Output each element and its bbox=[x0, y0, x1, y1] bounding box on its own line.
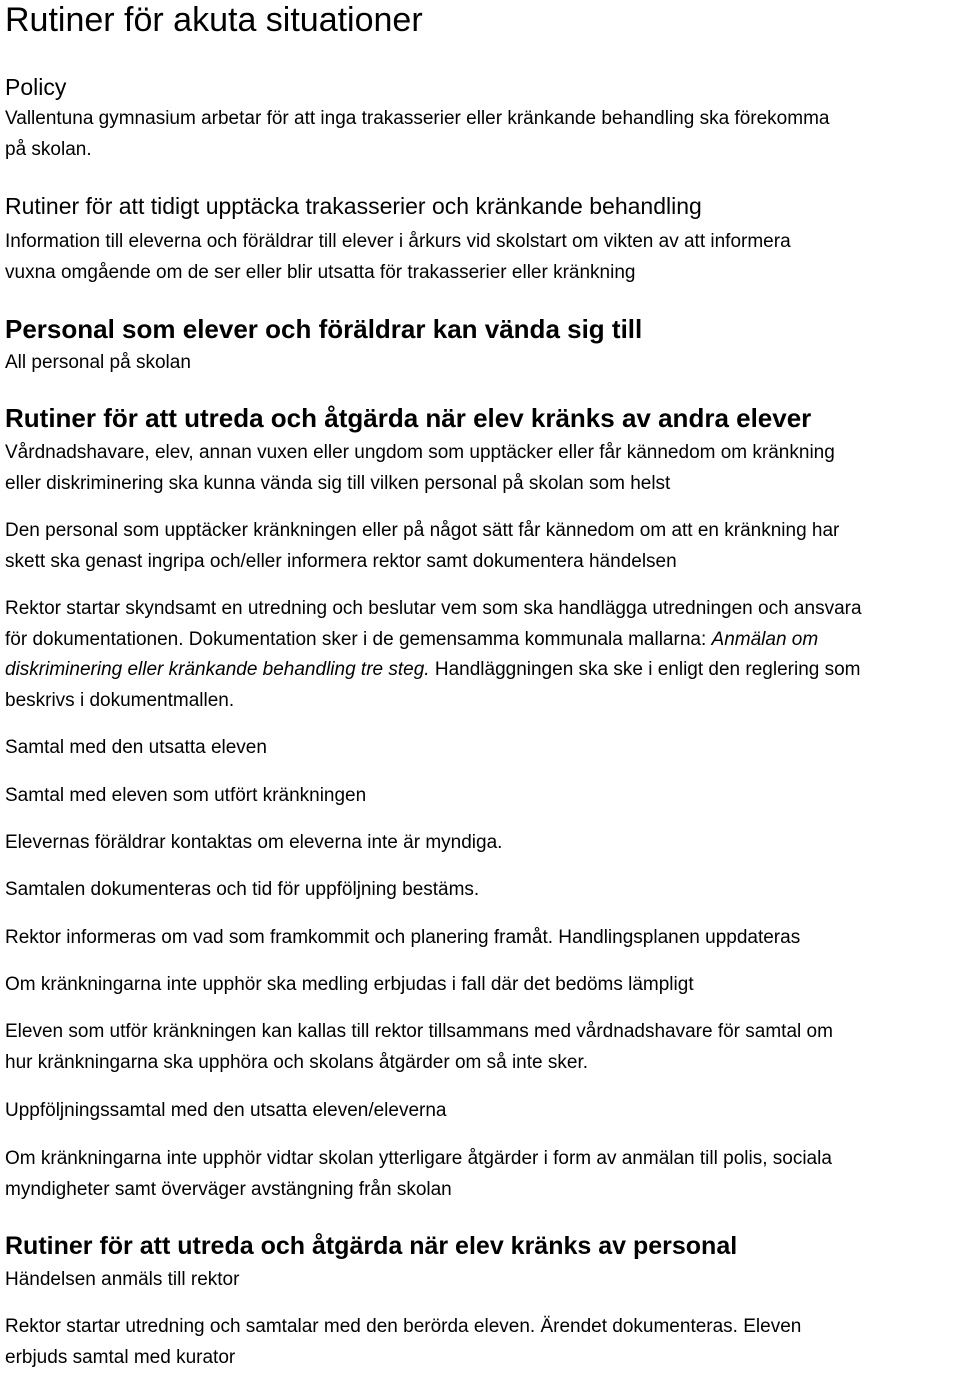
policy-heading: Policy bbox=[5, 74, 67, 100]
text-segment: för dokumentationen. Dokumentation sker i de gemensamma kommunala mallarna: bbox=[5, 628, 712, 650]
text-line: Eleven som utför kränkningen kan kallas till rektor tillsammans med vårdnadshavare för samtal om bbox=[5, 1021, 833, 1042]
student-to-student-heading: Rutiner för att utreda och åtgärda när elev kränks av andra elever bbox=[5, 403, 812, 433]
student-paragraph-7: Samtalen dokumenteras och tid för uppföljning bestäms. bbox=[5, 879, 480, 900]
contact-staff-text: All personal på skolan bbox=[5, 352, 191, 373]
student-paragraph-3 bbox=[5, 594, 862, 716]
text-segment: Handläggningen ska ske i enligt den reglering som bbox=[429, 659, 861, 680]
text-line: Information till eleverna och föräldrar till elever i årkurs vid skolstart om vikten av att informera bbox=[5, 231, 791, 252]
staff-paragraph-2 bbox=[5, 1312, 801, 1373]
early-detection-paragraph bbox=[5, 227, 791, 288]
text-line: Om kränkningarna inte upphör vidtar skolan ytterligare åtgärder i form av anmälan till polis, sociala bbox=[5, 1148, 832, 1169]
student-paragraph-8: Rektor informeras om vad som framkommit och planering framåt. Handlingsplanen uppdateras bbox=[5, 927, 801, 948]
text-line: vuxna omgående om de ser eller blir utsatta för trakasserier eller kränkning bbox=[5, 261, 636, 283]
student-paragraph-2 bbox=[5, 516, 839, 577]
text-line: Vårdnadshavare, elev, annan vuxen eller ungdom som upptäcker eller får kännedom om kränkning bbox=[5, 442, 835, 463]
text-line: skett ska genast ingripa och/eller informera rektor samt dokumentera händelsen bbox=[5, 550, 677, 572]
text-line bbox=[5, 655, 862, 686]
student-paragraph-6: Elevernas föräldrar kontaktas om eleverna inte är myndiga. bbox=[5, 832, 503, 853]
student-paragraph-11: Uppföljningssamtal med den utsatta eleven/eleverna bbox=[5, 1100, 447, 1121]
text-line: på skolan. bbox=[5, 138, 92, 160]
policy-paragraph bbox=[5, 104, 829, 165]
student-paragraph-1 bbox=[5, 438, 835, 499]
text-line: eller diskriminering ska kunna vända sig till vilken personal på skolan som helst bbox=[5, 472, 671, 494]
document-title: Rutiner för akuta situationer bbox=[5, 1, 423, 39]
template-name-italic: diskriminering eller kränkande behandling tre steg. bbox=[5, 659, 430, 680]
early-detection-heading: Rutiner för att tidigt upptäcka trakasserier och kränkande behandling bbox=[5, 193, 702, 219]
contact-staff-heading: Personal som elever och föräldrar kan vända sig till bbox=[5, 314, 643, 344]
student-paragraph-4: Samtal med den utsatta eleven bbox=[5, 737, 267, 758]
template-name-italic: Anmälan om bbox=[711, 628, 819, 650]
student-paragraph-10 bbox=[5, 1017, 833, 1078]
staff-to-student-heading: Rutiner för att utreda och åtgärda när elev kränks av personal bbox=[5, 1232, 738, 1260]
text-line bbox=[5, 625, 862, 656]
text-line: myndigheter samt överväger avstängning från skolan bbox=[5, 1178, 452, 1200]
text-line: hur kränkningarna ska upphöra och skolans åtgärder om så inte sker. bbox=[5, 1051, 588, 1073]
text-line: Vallentuna gymnasium arbetar för att inga trakasserier eller kränkande behandling ska förekomma bbox=[5, 108, 830, 129]
text-line: erbjuds samtal med kurator bbox=[5, 1346, 236, 1368]
student-paragraph-9: Om kränkningarna inte upphör ska medling erbjudas i fall där det bedöms lämpligt bbox=[5, 974, 694, 995]
text-line: beskrivs i dokumentmallen. bbox=[5, 689, 235, 711]
text-line: Rektor startar utredning och samtalar med den berörda eleven. Ärendet dokumenteras. Eleven bbox=[5, 1316, 802, 1337]
student-paragraph-5: Samtal med eleven som utfört kränkningen bbox=[5, 785, 367, 806]
text-line: Rektor startar skyndsamt en utredning och beslutar vem som ska handlägga utredningen och ansvara bbox=[5, 598, 862, 619]
student-paragraph-12 bbox=[5, 1144, 832, 1205]
text-line: Den personal som upptäcker kränkningen eller på något sätt får kännedom om att en kränkning har bbox=[5, 520, 840, 541]
staff-paragraph-1: Händelsen anmäls till rektor bbox=[5, 1269, 240, 1290]
